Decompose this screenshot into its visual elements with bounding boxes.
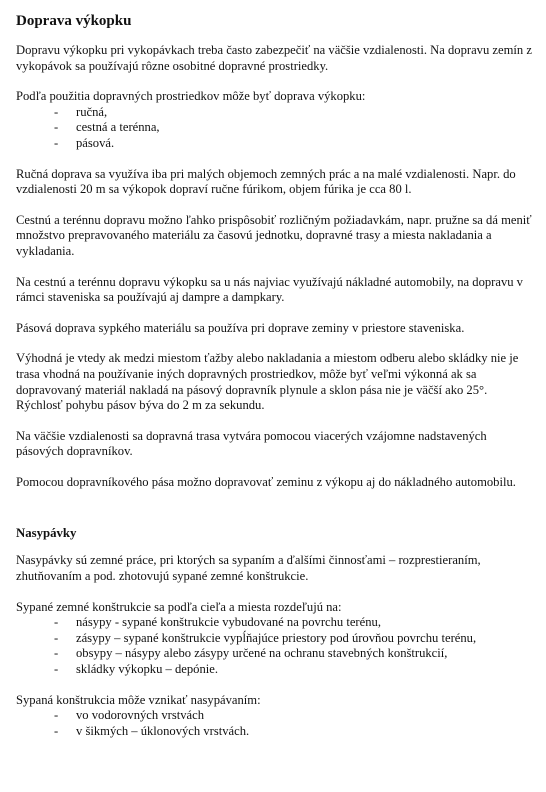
list-item: - ručná,	[16, 105, 536, 121]
paragraph-trucks: Na cestnú a terénnu dopravu výkopku sa u nás najviac využívajú nákladné automobily, na dopravu v rámci staveniska sa používajú aj dampre a dampkary.	[16, 274, 523, 305]
list-item: - vo vodorovných vrstvách	[16, 708, 536, 724]
list-item: - cestná a terénna,	[16, 120, 536, 136]
list-item: - zásypy – sypané konštrukcie vypĺňajúce priestory pod úrovňou povrchu terénu,	[16, 631, 536, 647]
paragraph-transport-types-intro: Podľa použitia dopravných prostriedkov môže byť doprava výkopku:	[16, 89, 366, 104]
paragraph-belt-advantages: Výhodná je vtedy ak medzi miestom ťažby alebo nakladania a miestom odberu alebo skládky nie je trasa vhodná na používanie iných dopravných prostriedkov, môže byť veľmi výkonná ak sa dopravovaný materiál nakladá na pásový dopravník plynule a sklon pása nie je väčší ako 25°. Rýchlosť pohybu pásov býva do 2 m za sekundu.	[16, 351, 519, 413]
list-item: - obsypy – násypy alebo zásypy určené na ochranu stavebných konštrukcií,	[16, 646, 536, 662]
section-title-nasypavky: Nasypávky	[16, 526, 77, 541]
construction-types-list	[16, 615, 536, 677]
paragraph-belt-transport: Pásová doprava sypkého materiálu sa používa pri doprave zeminy v priestore staveniska.	[16, 320, 465, 335]
list-item: - v šikmých – úklonových vrstvách.	[16, 724, 536, 740]
paragraph-belt-to-truck: Pomocou dopravníkového pása možno dopravovať zeminu z výkopu aj do nákladného automobilu.	[16, 474, 516, 489]
transport-types-list	[16, 105, 536, 152]
layering-list	[16, 708, 536, 739]
paragraph-long-distance: Na väčšie vzdialenosti sa dopravná trasa vytvára pomocou viacerých vzájomne nadstavených pásových dopravníkov.	[16, 428, 487, 459]
paragraph-layering-intro: Sypaná konštrukcia môže vznikať nasypávaním:	[16, 692, 261, 707]
list-item: - násypy - sypané konštrukcie vybudované na povrchu terénu,	[16, 615, 536, 631]
document-page	[16, 12, 536, 754]
list-item: - pásová.	[16, 136, 536, 152]
paragraph-construction-types-intro: Sypané zemné konštrukcie sa podľa cieľa a miesta rozdeľujú na:	[16, 599, 342, 614]
section-spacer	[16, 505, 536, 525]
paragraph-road-transport: Cestnú a terénnu dopravu možno ľahko prispôsobiť rozličným požiadavkám, napr. pružne sa dá meniť množstvo prepravovaného materiálu za časovú jednotku, dopravné trasy a miesta nakladania a vykladania.	[16, 212, 532, 258]
list-item: - skládky výkopku – depónie.	[16, 662, 536, 678]
paragraph-manual-transport: Ručná doprava sa využíva iba pri malých objemoch zemných prác a na malé vzdialenosti. Napr. do vzdialenosti 20 m sa výkopok dopraví ručne fúrikom, objem fúrika je cca 80 l.	[16, 166, 516, 197]
section-title-doprava-vykopku: Doprava výkopku	[16, 13, 132, 29]
paragraph-intro: Dopravu výkopku pri vykopávkach treba často zabezpečiť na väčšie vzdialenosti. Na dopravu zemín z vykopávok sa používajú rôzne osobitné dopravné prostriedky.	[16, 43, 532, 73]
paragraph-nasypavky-definition: Nasypávky sú zemné práce, pri ktorých sa sypaním a ďalšími činnosťami – rozprestieraním, zhutňovaním a pod. zhotovujú sypané zemné konštrukcie.	[16, 553, 481, 584]
